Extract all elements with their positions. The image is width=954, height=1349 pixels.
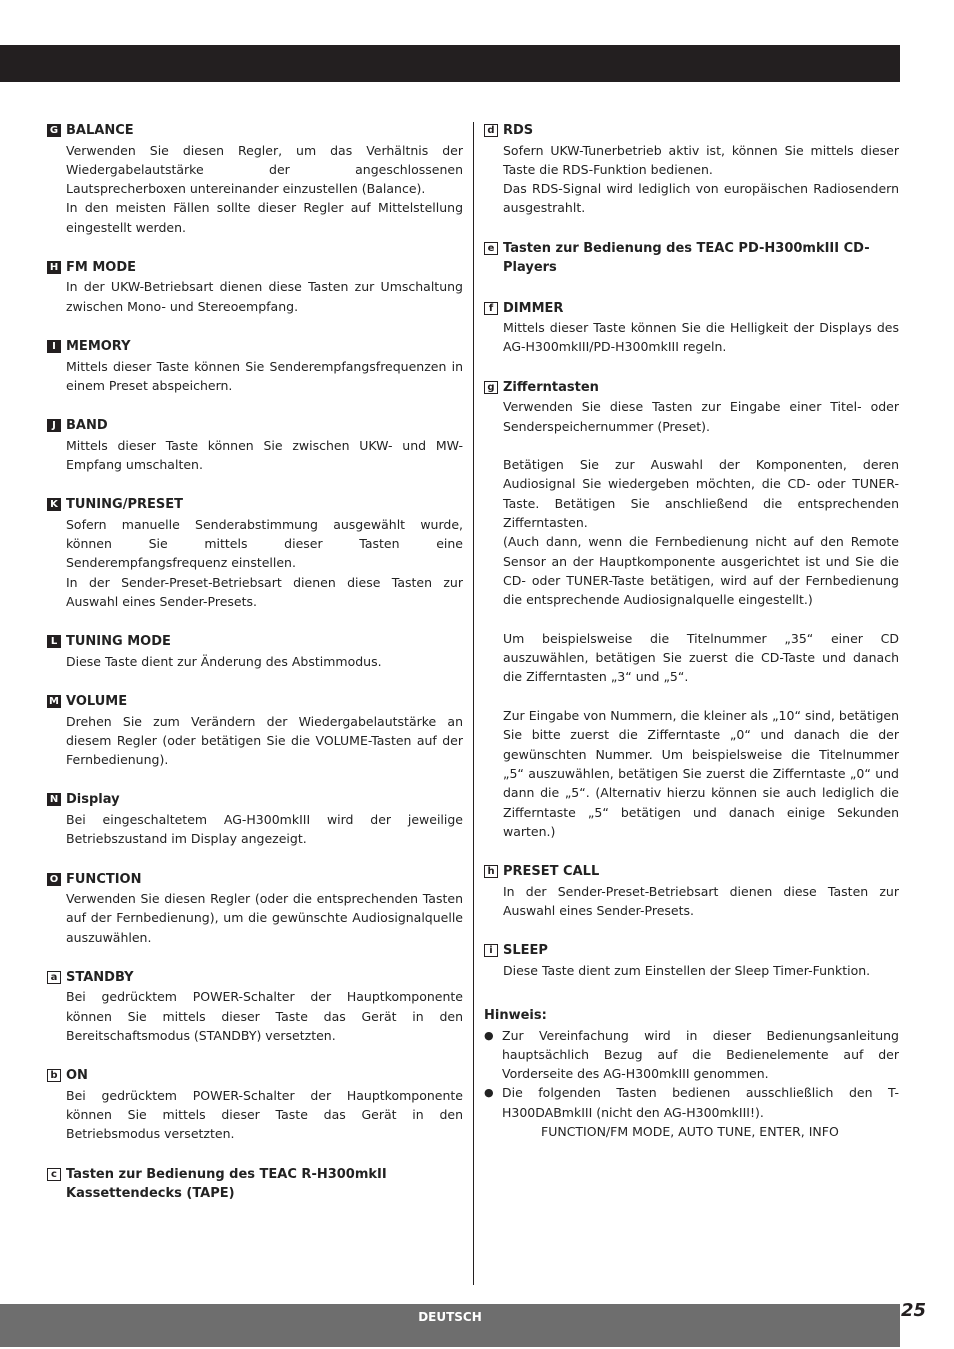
section-title: FUNCTION: [66, 871, 142, 887]
paragraph: Betätigen Sie zur Auswahl der Komponenten, deren Audiosignal Sie wiedergeben möchten, die CD- oder TUNER-Taste. Betätigen Sie anschließend die entsprechenden Zifferntasten.: [503, 457, 899, 531]
section-heading: [47, 968, 463, 988]
section-heading: [47, 416, 463, 436]
note-item: [484, 1026, 899, 1084]
paragraph: Verwenden Sie diesen Regler (oder die entsprechenden Tasten auf der Fernbedienung), um die gewünschte Audiosignalquelle auszuwählen.: [66, 891, 463, 945]
paragraph: Bei gedrücktem POWER-Schalter der Hauptkomponente können Sie mittels dieser Taste das Gerät in den Betriebsmodus versetzten.: [66, 1087, 463, 1142]
section-marker: J: [47, 419, 61, 432]
section-body: [503, 961, 899, 980]
section-marker: L: [47, 635, 61, 648]
section-heading: [47, 790, 463, 810]
section-title: FM MODE: [66, 259, 137, 275]
paragraph: Verwenden Sie diese Tasten zur Eingabe einer Titel- oder Senderspeichernummer (Preset).: [503, 399, 899, 434]
section-body: [66, 1086, 463, 1144]
section-title: Zifferntasten: [503, 379, 599, 395]
section-marker: b: [47, 1069, 61, 1082]
section: [47, 495, 463, 611]
section-body: [66, 652, 463, 671]
paragraph: Sofern manuelle Senderabstimmung ausgewählt wurde, können Sie mittels dieser Tasten eine Senderempfangsfrequenz einstellen.: [66, 516, 463, 571]
paragraph: In der UKW-Betriebsart dienen diese Tasten zur Umschaltung zwischen Mono- und Stereoempfang.: [66, 279, 463, 314]
section-heading: [484, 862, 899, 882]
section-body: [66, 810, 463, 849]
section-title: Tasten zur Bedienung des TEAC R-H300mkII Kassettendecks (TAPE): [66, 1166, 387, 1202]
section: [47, 1066, 463, 1143]
section: [484, 378, 899, 841]
section-heading: [484, 299, 899, 319]
section-heading: [47, 495, 463, 515]
section-heading: [47, 1066, 463, 1086]
section: [47, 416, 463, 474]
footer-bar: [0, 1304, 900, 1347]
note-text: Zur Vereinfachung wird in dieser Bedienungsanleitung hauptsächlich Bezug auf die Bedienelemente auf der Vorderseite des AG-H300mkIII genommen.: [502, 1027, 899, 1082]
section-title: BAND: [66, 418, 108, 434]
section: [484, 239, 899, 278]
page-number: 25: [901, 1300, 927, 1321]
section-marker: i: [484, 944, 498, 957]
section-title: Tasten zur Bedienung des TEAC PD-H300mkIII CD-Players: [503, 240, 870, 276]
note-key-list: FUNCTION/FM MODE, AUTO TUNE, ENTER, INFO: [541, 1123, 839, 1139]
section-heading: [47, 632, 463, 652]
section-body: [66, 515, 463, 611]
section-marker: O: [47, 873, 61, 886]
section-title: PRESET CALL: [503, 864, 600, 880]
paragraph: Bei eingeschaltetem AG-H300mkIII wird der jeweilige Betriebszustand im Display angezeigt.: [66, 811, 463, 847]
section-marker: f: [484, 302, 498, 315]
section-marker: e: [484, 242, 498, 255]
section-body: [66, 277, 463, 316]
left-column: [47, 121, 463, 1225]
section-marker: K: [47, 498, 61, 511]
section-heading: [47, 121, 463, 141]
note-item: [484, 1083, 899, 1122]
section-title: BALANCE: [66, 123, 134, 138]
paragraph: In der Sender-Preset-Betriebsart dienen diese Tasten zur Auswahl eines Sender-Presets.: [66, 574, 463, 609]
bullet-icon: ●: [484, 1086, 494, 1100]
section-marker: h: [484, 865, 498, 878]
right-column: [484, 121, 899, 1141]
section-marker: G: [47, 124, 61, 137]
section-body: [503, 882, 899, 921]
section-heading: [47, 870, 463, 890]
section-body: [66, 712, 463, 770]
section-title: STANDBY: [66, 969, 134, 985]
section-heading: [47, 258, 463, 278]
note-title: Hinweis:: [484, 1008, 547, 1023]
section-title: DIMMER: [503, 300, 564, 316]
section: [484, 299, 899, 357]
paragraph: Um beispielsweise die Titelnummer „35“ einer CD auszuwählen, betätigen Sie zuerst die CD-Taste und danach die Zifferntasten „3“ und „5“.: [503, 630, 899, 685]
section-marker: c: [47, 1168, 61, 1181]
section-heading: [47, 692, 463, 712]
section: [484, 862, 899, 920]
section-title: VOLUME: [66, 694, 128, 710]
section-body: [503, 397, 899, 841]
paragraph: Mittels dieser Taste können Sie die Helligkeit der Displays des AG-H300mkIII/PD-H300mkIII regeln.: [503, 320, 899, 355]
section: [47, 258, 463, 316]
section-body: [66, 141, 463, 237]
section-heading: [484, 121, 899, 141]
section-title: ON: [66, 1068, 88, 1084]
section-marker: a: [47, 971, 61, 984]
paragraph: Drehen Sie zum Verändern der Wiedergabelautstärke an diesem Regler (oder betätigen Sie die VOLUME-Tasten auf der Fernbedienung).: [66, 713, 463, 768]
section-heading: [47, 1165, 463, 1204]
paragraph: In den meisten Fällen sollte dieser Regler auf Mittelstellung eingestellt werden.: [66, 200, 463, 235]
section-marker: M: [47, 695, 61, 708]
section-title: TUNING/PRESET: [66, 497, 183, 513]
paragraph: Mittels dieser Taste können Sie Senderempfangsfrequenzen in einem Preset abspeichern.: [66, 358, 463, 393]
section: [484, 941, 899, 980]
section: [47, 870, 463, 947]
paragraph: Diese Taste dient zur Änderung des Abstimmodus.: [66, 653, 382, 669]
footer-language: DEUTSCH: [418, 1310, 482, 1324]
section: [47, 968, 463, 1045]
section-marker: d: [484, 124, 498, 137]
column-divider: [473, 122, 474, 1285]
section-marker: H: [47, 261, 61, 274]
section: [484, 121, 899, 218]
section: [47, 692, 463, 769]
section-heading: [484, 239, 899, 278]
section-body: [503, 318, 899, 357]
note-text: Die folgenden Tasten bedienen ausschließlich den T-H300DABmkIII (nicht den AG-H300mkIII!).: [502, 1085, 899, 1120]
section-title: SLEEP: [503, 943, 548, 959]
section-body: [66, 987, 463, 1045]
paragraph: Sofern UKW-Tunerbetrieb aktiv ist, können Sie mittels dieser Taste die RDS-Funktion bedienen.: [503, 142, 899, 177]
paragraph: Zur Eingabe von Nummern, die kleiner als „10“ sind, betätigen Sie bitte zuerst die Zifferntaste „0“ und danach die der gewünschten Nummer. Um beispielsweise die Titelnummer „5“ auszuwählen, betätigen Sie zuerst die Zifferntaste „0“ und dann die „5“. (Alternativ hierzu können sie auch lediglich die Zifferntaste „5“ betätigen und danach einige Sekunden warten.): [503, 708, 899, 839]
section-title: MEMORY: [66, 339, 131, 355]
section-body: [66, 889, 463, 947]
bullet-icon: ●: [484, 1028, 494, 1042]
paragraph: Bei gedrücktem POWER-Schalter der Hauptkomponente können Sie mittels dieser Taste das Gerät in den Bereitschaftsmodus (STANDBY) versetzten.: [66, 989, 463, 1044]
section-marker: I: [47, 340, 61, 353]
section-heading: [484, 378, 899, 398]
section: [47, 121, 463, 237]
section-title: TUNING MODE: [66, 634, 171, 650]
section-heading: [484, 941, 899, 961]
header-bar: [0, 45, 900, 82]
section-title: Display: [66, 792, 120, 808]
section-body: [66, 357, 463, 396]
section: [47, 337, 463, 395]
section: [47, 632, 463, 671]
section-heading: [47, 337, 463, 357]
paragraph: In der Sender-Preset-Betriebsart dienen diese Tasten zur Auswahl eines Sender-Presets.: [503, 883, 899, 918]
section-marker: N: [47, 793, 61, 806]
paragraph: Das RDS-Signal wird lediglich von europäischen Radiosendern ausgestrahlt.: [503, 181, 899, 216]
section-title: RDS: [503, 123, 534, 138]
paragraph: (Auch dann, wenn die Fernbedienung nicht auf den Remote Sensor an der Hauptkomponente ausgerichtet ist und Sie die CD- oder TUNER-Taste betätigen, wird auf der Fernbedienung die entsprechende Audiosignalquelle eingestellt.): [503, 534, 899, 608]
section: [47, 1165, 463, 1204]
section: [47, 790, 463, 848]
paragraph: Verwenden Sie diesen Regler, um das Verhältnis der Wiedergabelautstärke der angeschlossenen Lautsprecherboxen untereinander einzustellen (Balance).: [66, 142, 463, 197]
paragraph: Diese Taste dient zum Einstellen der Sleep Timer-Funktion.: [503, 962, 871, 978]
paragraph: Mittels dieser Taste können Sie zwischen UKW- und MW-Empfang umschalten.: [66, 437, 463, 472]
section-body: [66, 436, 463, 475]
section-marker: g: [484, 381, 498, 394]
section-body: [503, 141, 899, 218]
